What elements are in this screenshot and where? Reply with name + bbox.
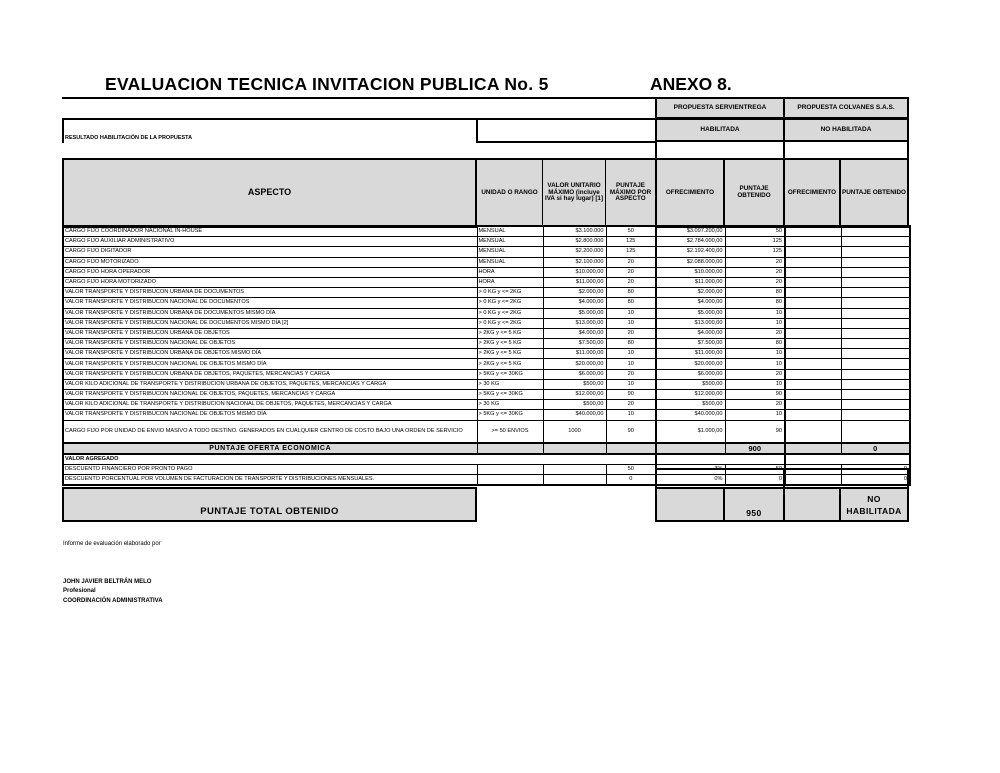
cell-puntaje-a: 10 [725, 349, 785, 359]
cell-puntaje-max: 10 [606, 318, 656, 328]
cell-puntaje-b [841, 267, 910, 277]
habilitation-label-cell [62, 118, 477, 143]
cell-ofrecimiento-b [785, 226, 841, 237]
cell-unidad: > 30 KG [477, 379, 543, 389]
table-row [63, 400, 910, 410]
cell-ofrecimiento-b [785, 328, 841, 338]
cell-ofrecimiento-a: 0% [656, 475, 725, 486]
cell-valor: $3.100.000 [543, 226, 606, 237]
cell-puntaje-max: 10 [606, 349, 656, 359]
cell-valor [543, 475, 606, 486]
cell-puntaje-b [841, 247, 910, 257]
cell-ofrecimiento-a: $2.784.000,00 [656, 237, 725, 247]
cell-ofrecimiento-a: $7.500,00 [656, 339, 725, 349]
cell-aspecto: VALOR KILO ADICIONAL DE TRANSPORTE Y DISTRIBUCION URBANA DE OBJETOS, PAQUETES, MERCANCIAS Y CARGA [63, 379, 477, 389]
cell-puntaje-a: 20 [725, 328, 785, 338]
cell-ofrecimiento-b [785, 420, 841, 443]
cell-aspecto: CARGO FIJO POR UNIDAD DE ENVIO MASIVO A TODO DESTINO. GENERADOS EN CUALQUIER CENTRO DE COSTO BAJO UNA ORDEN DE SERVICIO [63, 420, 477, 443]
table-row [63, 267, 910, 277]
cell-ofrecimiento-a: $3.097.200,00 [656, 226, 725, 237]
cell-unidad: >= 50 ENVIOS [477, 420, 543, 443]
cell-ofrecimiento-b [785, 369, 841, 379]
table-row [63, 369, 910, 379]
cell-ofrecimiento-b [785, 298, 841, 308]
cell-ofrecimiento-a: $11.000,00 [656, 349, 725, 359]
cell-puntaje-max: 0 [606, 475, 656, 486]
cell-unidad [477, 443, 543, 454]
cell-puntaje-b [841, 349, 910, 359]
added-value-spacer-b [785, 454, 910, 465]
evaluation-table [62, 225, 911, 486]
cell-ofrecimiento-a: $20.000,00 [656, 359, 725, 369]
author-department: COORDINACIÓN ADMINISTRATIVA [63, 598, 163, 604]
cell-puntaje-b [841, 277, 910, 287]
header-puntaje-a: PUNTAJE OBTENIDO [723, 158, 785, 228]
cell-unidad: > 0 KG y <= 2KG [477, 288, 543, 298]
cell-aspecto: VALOR TRANSPORTE Y DISTRIBUCON NACIONAL DE DOCUMENTOS [63, 298, 477, 308]
cell-valor: $40.000,00 [543, 410, 606, 420]
cell-puntaje-max: 20 [606, 400, 656, 410]
cell-unidad: MENSUAL [477, 237, 543, 247]
cell-puntaje-max: 20 [606, 257, 656, 267]
cell-puntaje-a: 80 [725, 298, 785, 308]
cell-unidad: > 5KG y <= 30KG [477, 410, 543, 420]
header-puntaje-b: PUNTAJE OBTENIDO [839, 158, 909, 228]
table-row [63, 247, 910, 257]
cell-puntaje-a: 10 [725, 410, 785, 420]
cell-puntaje-a: 80 [725, 288, 785, 298]
economic-score-label: PUNTAJE OFERTA ECONOMICA [63, 443, 477, 454]
cell-puntaje-a: 10 [725, 359, 785, 369]
cell-puntaje-b [841, 288, 910, 298]
cell-puntaje-a: 125 [725, 237, 785, 247]
cell-puntaje-b [841, 390, 910, 400]
cell-ofrecimiento-b [785, 257, 841, 267]
cell-aspecto: VALOR TRANSPORTE Y DISTRIBUCON NACIONAL DE OBJETOS, PAQUETES, MERCANCIAS Y CARGA [63, 390, 477, 400]
header-puntaje-max: PUNTAJE MÁXIMO POR ASPECTO [605, 159, 656, 227]
cell-unidad: > 2KG y <= 5 KG [477, 359, 543, 369]
cell-valor: 1000 [543, 420, 606, 443]
cell-ofrecimiento-a [656, 443, 725, 454]
cell-valor: $2.800.000 [543, 237, 606, 247]
cell-puntaje-a: 0 [725, 475, 785, 486]
cell-unidad: > 2KG y <= 5 KG [477, 339, 543, 349]
cell-puntaje-a: 125 [725, 247, 785, 257]
table-row [63, 298, 910, 308]
header-valor: VALOR UNITARIO MÁXIMO (incluye IVA si hay lugar) [1] [542, 159, 606, 227]
cell-puntaje-a: 10 [725, 318, 785, 328]
table-row [63, 308, 910, 318]
cell-aspecto: VALOR TRANSPORTE Y DISTRIBUCON URBANA DE OBJETOS MISMO DÍA [63, 349, 477, 359]
cell-puntaje-b [841, 308, 910, 318]
cell-unidad [477, 464, 543, 474]
cell-unidad: HORA [477, 277, 543, 287]
cell-puntaje-max: 90 [606, 420, 656, 443]
cell-ofrecimiento-a: $11.000,00 [656, 277, 725, 287]
cell-puntaje-max: 10 [606, 308, 656, 318]
cell-puntaje-b [841, 328, 910, 338]
cell-aspecto: CARGO FIJO AUXILIAR ADMINISTRATIVO [63, 237, 477, 247]
header-ofrecimiento-b: OFRECIMIENTO [783, 158, 841, 228]
cell-ofrecimiento-b [785, 443, 841, 454]
cell-valor: $500,00 [543, 400, 606, 410]
cell-unidad: > 5KG y <= 30KG [477, 369, 543, 379]
cell-valor: $12.000,00 [543, 390, 606, 400]
economic-score-a: 900 [725, 443, 785, 454]
cell-aspecto: CARGO FIJO HORA MOTORIZADO [63, 277, 477, 287]
cell-puntaje-b: 0 [841, 475, 910, 486]
cell-ofrecimiento-a: $10.000,00 [656, 267, 725, 277]
cell-puntaje-a: 80 [725, 339, 785, 349]
cell-puntaje-a: 90 [725, 420, 785, 443]
cell-puntaje-max: 50 [606, 464, 656, 474]
cell-ofrecimiento-a: $500,00 [656, 379, 725, 389]
cell-ofrecimiento-a: $6.000,00 [656, 369, 725, 379]
cell-puntaje-max: 50 [606, 226, 656, 237]
cell-puntaje-a: 20 [725, 369, 785, 379]
cell-unidad: MENSUAL [477, 226, 543, 237]
total-ofrec-a [655, 487, 725, 522]
cell-unidad: MENSUAL [477, 247, 543, 257]
cell-ofrecimiento-b [785, 288, 841, 298]
cell-puntaje-max: 10 [606, 359, 656, 369]
table-row [63, 277, 910, 287]
cell-ofrecimiento-b [785, 359, 841, 369]
table-row [63, 339, 910, 349]
cell-unidad: > 5KG y <= 30KG [477, 390, 543, 400]
cell-valor: $10.000,00 [543, 267, 606, 277]
cell-puntaje-a: 20 [725, 277, 785, 287]
total-spacer-a [655, 468, 785, 489]
document-title: EVALUACION TECNICA INVITACION PUBLICA No. 5 [105, 74, 549, 94]
annex-label: ANEXO 8. [650, 74, 732, 94]
cell-valor: $7.500,00 [543, 339, 606, 349]
cell-ofrecimiento-a: $2.000,00 [656, 288, 725, 298]
table-row [63, 237, 910, 247]
cell-puntaje-b [841, 410, 910, 420]
cell-ofrecimiento-a: $13.000,00 [656, 318, 725, 328]
cell-ofrecimiento-a: $5.000,00 [656, 308, 725, 318]
cell-valor: $11.000,00 [543, 277, 606, 287]
cell-unidad: > 0 KG y <= 2KG [477, 308, 543, 318]
cell-aspecto: VALOR KILO ADICIONAL DE TRANSPORTE Y DISTRIBUCION NACIONAL DE OBJETOS, PAQUETES, MERCANCIAS Y CARGA [63, 400, 477, 410]
cell-ofrecimiento-a: $40.000,00 [656, 410, 725, 420]
total-score-a: 950 [723, 487, 785, 522]
cell-aspecto: CARGO FIJO HORA OPERADOR [63, 267, 477, 277]
economic-score-row [63, 443, 910, 454]
cell-ofrecimiento-a: $2.192.400,00 [656, 247, 725, 257]
cell-aspecto: CARGO FIJO DIGITADOR [63, 247, 477, 257]
cell-ofrecimiento-b [785, 410, 841, 420]
header-unidad: UNIDAD O RANGO [476, 159, 543, 227]
cell-aspecto: VALOR TRANSPORTE Y DISTRIBUCON NACIONAL DE OBJETOS MISMO DÍA [63, 410, 477, 420]
cell-unidad: > 0 KG y <= 2KG [477, 318, 543, 328]
cell-puntaje-b [841, 400, 910, 410]
cell-puntaje-max: 125 [606, 237, 656, 247]
cell-aspecto: VALOR TRANSPORTE Y DISTRIBUCON NACIONAL DE OBJETOS MISMO DÍA [63, 359, 477, 369]
cell-valor: $2.200.000 [543, 247, 606, 257]
table-row [63, 257, 910, 267]
cell-ofrecimiento-b [785, 318, 841, 328]
cell-puntaje-max: 10 [606, 410, 656, 420]
cell-puntaje-b [841, 237, 910, 247]
cell-aspecto: DESCUENTO PORCENTUAL POR VOLUMEN DE FACTURACION DE TRANSPORTE Y DISTRIBUCIONES MENSUALES. [63, 475, 477, 486]
cell-ofrecimiento-a: $500,00 [656, 400, 725, 410]
cell-ofrecimiento-b [785, 390, 841, 400]
table-row [63, 328, 910, 338]
cell-aspecto: VALOR TRANSPORTE Y DISTRIBUCON URBANA DE OBJETOS [63, 328, 477, 338]
total-label: PUNTAJE TOTAL OBTENIDO [62, 487, 477, 522]
cell-ofrecimiento-a: $1.000,00 [656, 420, 725, 443]
cell-unidad [477, 475, 543, 486]
total-spacer-b [783, 468, 909, 489]
cell-ofrecimiento-a: $4.000,00 [656, 298, 725, 308]
cell-valor: $11.000,00 [543, 349, 606, 359]
table-row [63, 288, 910, 298]
proposal-b-status: NO HABILITADA [783, 118, 909, 142]
cell-puntaje-max: 10 [606, 379, 656, 389]
table-row [63, 420, 910, 443]
author-role: Profesional [63, 588, 96, 594]
table-row [63, 390, 910, 400]
cell-puntaje-b [841, 339, 910, 349]
cell-puntaje-b [841, 226, 910, 237]
cell-ofrecimiento-b [785, 308, 841, 318]
cell-aspecto: VALOR TRANSPORTE Y DISTRIBUCON URBANA DE DOCUMENTOS [63, 288, 477, 298]
cell-valor: $20.000,00 [543, 359, 606, 369]
cell-puntaje-b [841, 379, 910, 389]
cell-puntaje-max: 20 [606, 277, 656, 287]
cell-puntaje-b [841, 420, 910, 443]
table-row [63, 318, 910, 328]
report-note: Informe de evaluación elaborado por [63, 541, 161, 547]
cell-puntaje-a: 10 [725, 379, 785, 389]
table-row [63, 379, 910, 389]
cell-aspecto: VALOR TRANSPORTE Y DISTRIBUCON URBANA DE OBJETOS, PAQUETES, MERCANCIAS Y CARGA [63, 369, 477, 379]
total-ofrec-b [783, 487, 841, 522]
cell-unidad: MENSUAL [477, 257, 543, 267]
total-result-b: NO HABILITADA [839, 487, 909, 522]
cell-aspecto: DESCUENTO FINANCIERO POR PRONTO PAGO [63, 464, 477, 474]
habilitation-blank [476, 118, 657, 143]
header-ofrecimiento-a: OFRECIMIENTO [655, 158, 725, 228]
cell-puntaje-a: 50 [725, 464, 785, 474]
cell-valor: $4.000,00 [543, 328, 606, 338]
cell-puntaje-b [841, 257, 910, 267]
cell-puntaje-max: 80 [606, 298, 656, 308]
header-aspecto: ASPECTO [62, 158, 477, 228]
cell-unidad: > 0 KG y <= 2KG [477, 298, 543, 308]
cell-ofrecimiento-b [785, 277, 841, 287]
added-value-label: VALOR AGREGADO [63, 454, 656, 465]
cell-puntaje-a: 10 [725, 308, 785, 318]
cell-puntaje-a: 20 [725, 267, 785, 277]
cell-ofrecimiento-b [785, 247, 841, 257]
cell-puntaje-b [841, 369, 910, 379]
cell-puntaje-a: 20 [725, 257, 785, 267]
cell-puntaje-a: 90 [725, 390, 785, 400]
cell-puntaje-a: 50 [725, 226, 785, 237]
cell-aspecto: VALOR TRANSPORTE Y DISTRIBUCON NACIONAL DE OBJETOS [63, 339, 477, 349]
proposal-a-header: PROPUESTA SERVIENTREGA [655, 97, 785, 119]
cell-valor [543, 443, 606, 454]
cell-aspecto: CARGO FIJO COORDINADOR NACIONAL IN-HOUSE [63, 226, 477, 237]
cell-ofrecimiento-b [785, 400, 841, 410]
table-row [63, 410, 910, 420]
habilitation-label: RESULTADO HABILITACIÓN DE LA PROPUESTA [65, 135, 193, 141]
cell-valor: $500,00 [543, 379, 606, 389]
cell-valor [543, 464, 606, 474]
cell-puntaje-b [841, 318, 910, 328]
cell-unidad: > 30 KG [477, 400, 543, 410]
cell-ofrecimiento-a: $12.000,00 [656, 390, 725, 400]
cell-unidad: > 2KG y <= 5 KG [477, 349, 543, 359]
cell-ofrecimiento-b [785, 237, 841, 247]
added-value-spacer-a [656, 454, 785, 465]
author-name: JOHN JAVIER BELTRÁN MELO [63, 579, 152, 585]
cell-unidad: > 2KG y <= 5 KG [477, 328, 543, 338]
cell-puntaje-a: 20 [725, 400, 785, 410]
cell-ofrecimiento-b [785, 267, 841, 277]
cell-puntaje-b: 0 [841, 464, 910, 474]
cell-unidad: HORA [477, 267, 543, 277]
cell-aspecto: VALOR TRANSPORTE Y DISTRIBUCON URBANA DE DOCUMENTOS MISMO DÍA [63, 308, 477, 318]
cell-puntaje-b [841, 298, 910, 308]
table-row [63, 359, 910, 369]
cell-puntaje-b [841, 359, 910, 369]
added-value-header-row [63, 454, 910, 465]
economic-score-b: 0 [841, 443, 910, 454]
table-row [63, 226, 910, 237]
cell-ofrecimiento-b [785, 349, 841, 359]
cell-valor: $5.000,00 [543, 308, 606, 318]
cell-ofrecimiento-a: $2.088.000,00 [656, 257, 725, 267]
cell-aspecto: VALOR TRANSPORTE Y DISTRIBUCON NACIONAL DE DOCUMENTOS MISMO DÍA [2] [63, 318, 477, 328]
table-row [63, 349, 910, 359]
cell-puntaje-max: 20 [606, 328, 656, 338]
cell-valor: $6.000,00 [543, 369, 606, 379]
proposal-a-status: HABILITADA [655, 118, 785, 142]
cell-puntaje-max: 20 [606, 267, 656, 277]
cell-ofrecimiento-b [785, 339, 841, 349]
cell-puntaje-max [606, 443, 656, 454]
cell-ofrecimiento-b [785, 379, 841, 389]
cell-puntaje-max: 20 [606, 369, 656, 379]
cell-puntaje-max: 80 [606, 288, 656, 298]
cell-puntaje-max: 125 [606, 247, 656, 257]
cell-ofrecimiento-a: $4.000,00 [656, 328, 725, 338]
cell-valor: $2.100.000 [543, 257, 606, 267]
cell-valor: $4.000,00 [543, 298, 606, 308]
cell-aspecto: CARGO FIJO MOTORIZADO [63, 257, 477, 267]
cell-valor: $2.000,00 [543, 288, 606, 298]
cell-valor: $13.000,00 [543, 318, 606, 328]
cell-ofrecimiento-a: 3% [656, 464, 725, 474]
cell-puntaje-max: 80 [606, 339, 656, 349]
proposal-b-header: PROPUESTA COLVANES S.A.S. [783, 97, 909, 119]
cell-puntaje-max: 90 [606, 390, 656, 400]
